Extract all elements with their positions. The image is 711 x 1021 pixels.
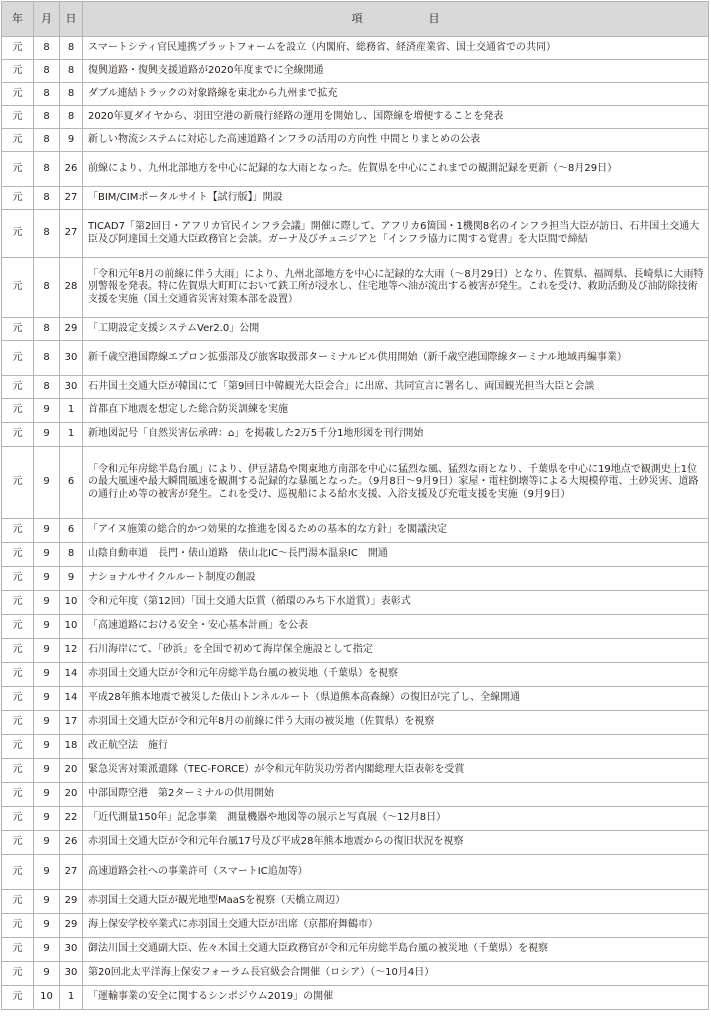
month-cell: 9 [34,567,60,591]
item-cell: 赤羽国土交通大臣が令和元年房総半島台風の被災地（千葉県）を視察 [83,663,709,687]
day-cell: 6 [60,519,83,543]
day-cell: 17 [60,711,83,735]
year-cell: 元 [2,759,34,783]
day-cell: 29 [60,890,83,914]
item-header: 項 目 [83,2,709,37]
month-cell: 9 [34,687,60,711]
year-cell: 元 [2,60,34,83]
month-cell: 9 [34,962,60,986]
year-cell: 元 [2,129,34,152]
header-row [2,2,709,37]
table-row [2,890,709,914]
year-cell: 元 [2,890,34,914]
month-cell: 9 [34,807,60,831]
item-cell: 石川海岸にて、「砂浜」を全国で初めて海岸保全施設として指定 [83,639,709,663]
year-cell: 元 [2,914,34,938]
table-row [2,376,709,399]
year-header: 年 [2,2,34,37]
day-header: 日 [60,2,83,37]
month-cell: 9 [34,591,60,615]
table-row [2,519,709,543]
table-row [2,591,709,615]
year-cell: 元 [2,83,34,106]
month-cell: 8 [34,341,60,376]
item-cell: 赤羽国土交通大臣が観光地型MaaSを視察（天橋立周辺） [83,890,709,914]
table-row [2,129,709,152]
month-cell: 8 [34,37,60,60]
year-cell: 元 [2,152,34,187]
item-cell: 復興道路・復興支援道路が2020年度までに全線開通 [83,60,709,83]
year-cell: 元 [2,962,34,986]
table-row [2,543,709,567]
day-cell: 8 [60,543,83,567]
year-cell: 元 [2,735,34,759]
day-cell: 12 [60,639,83,663]
day-cell: 1 [60,423,83,447]
item-cell: 第20回北太平洋海上保安フォーラム長官級会合開催（ロシア）（～10月4日） [83,962,709,986]
year-cell: 元 [2,543,34,567]
item-cell: 2020年夏ダイヤから、羽田空港の新飛行経路の運用を開始し、国際線を増便することを発表 [83,106,709,129]
day-cell: 22 [60,807,83,831]
day-cell: 1 [60,399,83,423]
year-cell: 元 [2,807,34,831]
month-cell: 8 [34,376,60,399]
day-cell: 30 [60,938,83,962]
year-cell: 元 [2,210,34,258]
table-row [2,567,709,591]
day-cell: 29 [60,914,83,938]
day-cell: 8 [60,60,83,83]
month-cell: 10 [34,986,60,1010]
year-cell: 元 [2,187,34,210]
month-cell: 9 [34,914,60,938]
item-cell: 「運輸事業の安全に関するシンポジウム2019」の開催 [83,986,709,1010]
item-cell: ダブル連結トラックの対象路線を東北から九州まで拡充 [83,83,709,106]
month-cell: 9 [34,447,60,519]
month-cell: 9 [34,831,60,855]
item-cell: 赤羽国土交通大臣が令和元年8月の前線に伴う大雨の被災地（佐賀県）を視察 [83,711,709,735]
year-cell: 元 [2,567,34,591]
month-cell: 9 [34,735,60,759]
table-row [2,807,709,831]
item-cell: 「アイヌ施策の総合的かつ効果的な推進を図るための基本的な方針」を閣議決定 [83,519,709,543]
day-cell: 9 [60,567,83,591]
chronology-table [1,1,709,1010]
table-row [2,258,709,318]
item-cell: 「近代測量150年」記念事業 測量機器や地図等の展示と写真展（～12月8日） [83,807,709,831]
table-row [2,687,709,711]
item-cell: ナショナルサイクルルート制度の創設 [83,567,709,591]
item-cell: 山陰自動車道 長門・俵山道路 俵山北IC～長門湯本温泉IC 開通 [83,543,709,567]
table-row [2,735,709,759]
year-cell: 元 [2,687,34,711]
month-cell: 8 [34,106,60,129]
month-cell: 9 [34,615,60,639]
table-row [2,399,709,423]
day-cell: 20 [60,759,83,783]
month-cell: 9 [34,399,60,423]
table-row [2,914,709,938]
table-body [2,37,709,1010]
year-cell: 元 [2,783,34,807]
item-cell: 改正航空法 施行 [83,735,709,759]
table-row [2,341,709,376]
month-cell: 8 [34,129,60,152]
month-header: 月 [34,2,60,37]
month-cell: 9 [34,423,60,447]
item-cell: 「令和元年8月の前線に伴う大雨」により、九州北部地方を中心に記録的な大雨（～8月29日）となり、佐賀県、福岡県、長崎県に大雨特別警報を発表。特に佐賀県大町町において鉄工所が浸水し、住宅地等へ油が流出する被害が発生。これを受け、救助活動及び油防除技術支援を実施（国土交通省災害対策本部を設置） [83,258,709,318]
item-cell: 中部国際空港 第2ターミナルの供用開始 [83,783,709,807]
table-row [2,60,709,83]
item-cell: 「工期設定支援システムVer2.0」公開 [83,318,709,341]
month-cell: 8 [34,210,60,258]
year-cell: 元 [2,37,34,60]
year-cell: 元 [2,938,34,962]
table-row [2,831,709,855]
day-cell: 30 [60,376,83,399]
month-cell: 8 [34,258,60,318]
year-cell: 元 [2,711,34,735]
day-cell: 20 [60,783,83,807]
item-cell: 御法川国土交通副大臣、佐々木国土交通大臣政務官が令和元年房総半島台風の被災地（千葉県）を視察 [83,938,709,962]
month-cell: 9 [34,711,60,735]
item-cell: 令和元年度（第12回）「国土交通大臣賞（循環のみち下水道賞）」表彰式 [83,591,709,615]
month-cell: 9 [34,759,60,783]
year-cell: 元 [2,986,34,1010]
item-cell: 「BIM/CIMポータルサイト【試行版】」開設 [83,187,709,210]
table-row [2,663,709,687]
table-row [2,938,709,962]
item-cell: スマートシティ官民連携プラットフォームを設立（内閣府、総務省、経済産業省、国土交通省での共同） [83,37,709,60]
day-cell: 26 [60,152,83,187]
item-cell: TICAD7「第2回日・アフリカ官民インフラ会議」開催に際して、アフリカ6箇国・1機関8名のインフラ担当大臣が訪日、石井国土交通大臣及び阿達国土交通大臣政務官と会談。ガーナ及びチュニジアと「インフラ協力に関する覚書」を大臣間で締結 [83,210,709,258]
month-cell: 9 [34,663,60,687]
day-cell: 8 [60,37,83,60]
year-cell: 元 [2,258,34,318]
year-cell: 元 [2,663,34,687]
year-cell: 元 [2,591,34,615]
day-cell: 9 [60,129,83,152]
year-cell: 元 [2,106,34,129]
year-cell: 元 [2,831,34,855]
day-cell: 8 [60,106,83,129]
item-cell: 高速道路会社への事業許可（スマートIC追加等） [83,855,709,890]
day-cell: 10 [60,591,83,615]
day-cell: 27 [60,855,83,890]
day-cell: 29 [60,318,83,341]
table-row [2,83,709,106]
month-cell: 9 [34,543,60,567]
item-cell: 新しい物流システムに対応した高速道路インフラの活用の方向性 中間とりまとめの公表 [83,129,709,152]
day-cell: 8 [60,83,83,106]
table-row [2,759,709,783]
table-row [2,711,709,735]
table-row [2,615,709,639]
table-row [2,187,709,210]
month-cell: 8 [34,187,60,210]
item-cell: 首都直下地震を想定した総合防災訓練を実施 [83,399,709,423]
day-cell: 14 [60,687,83,711]
day-cell: 30 [60,962,83,986]
table-row [2,423,709,447]
item-cell: 緊急災害対策派遣隊（TEC-FORCE）が令和元年防災功労者内閣総理大臣表彰を受賞 [83,759,709,783]
month-cell: 9 [34,890,60,914]
item-cell: 海上保安学校卒業式に赤羽国土交通大臣が出席（京都府舞鶴市） [83,914,709,938]
table-row [2,152,709,187]
year-cell: 元 [2,855,34,890]
day-cell: 6 [60,447,83,519]
day-cell: 26 [60,831,83,855]
item-cell: 新地図記号「自然災害伝承碑：⌂」を掲載した2万5千分1地形図を刊行開始 [83,423,709,447]
year-cell: 元 [2,318,34,341]
day-cell: 27 [60,187,83,210]
item-cell: 前線により、九州北部地方を中心に記録的な大雨となった。佐賀県を中心にこれまでの観測記録を更新（～8月29日） [83,152,709,187]
day-cell: 1 [60,986,83,1010]
month-cell: 8 [34,318,60,341]
year-cell: 元 [2,447,34,519]
table-row [2,855,709,890]
year-cell: 元 [2,615,34,639]
table-row [2,639,709,663]
month-cell: 9 [34,938,60,962]
month-cell: 8 [34,83,60,106]
year-cell: 元 [2,519,34,543]
year-cell: 元 [2,423,34,447]
day-cell: 27 [60,210,83,258]
month-cell: 9 [34,855,60,890]
month-cell: 8 [34,152,60,187]
day-cell: 14 [60,663,83,687]
month-cell: 9 [34,783,60,807]
item-cell: 石井国土交通大臣が韓国にて「第9回日中韓観光大臣会合」に出席、共同宣言に署名し、両国観光担当大臣と会談 [83,376,709,399]
table-row [2,37,709,60]
month-cell: 8 [34,60,60,83]
day-cell: 18 [60,735,83,759]
day-cell: 10 [60,615,83,639]
item-cell: 赤羽国土交通大臣が令和元年台風17号及び平成28年熊本地震からの復旧状況を視察 [83,831,709,855]
day-cell: 30 [60,341,83,376]
year-cell: 元 [2,341,34,376]
year-cell: 元 [2,639,34,663]
table-row [2,962,709,986]
month-cell: 9 [34,639,60,663]
item-cell: 「令和元年房総半島台風」により、伊豆諸島や関東地方南部を中心に猛烈な風、猛烈な雨となり、千葉県を中心に19地点で観測史上1位の最大風速や最大瞬間風速を観測する記録的な暴風となった。（9月8日～9月9日）家屋・電柱倒壊等による大規模停電、土砂災害、道路の通行止め等の被害が発生。これを受け、巡視船による給水支援、入浴支援及び充電支援を実施（9月9日） [83,447,709,519]
item-cell: 新千歳空港国際線エプロン拡張部及び旅客取扱部ターミナルビル供用開始（新千歳空港国際線ターミナル地域再編事業） [83,341,709,376]
table-row [2,210,709,258]
table-row [2,783,709,807]
table-row [2,106,709,129]
table-row [2,986,709,1010]
year-cell: 元 [2,399,34,423]
table-row [2,318,709,341]
year-cell: 元 [2,376,34,399]
item-cell: 平成28年熊本地震で被災した俵山トンネルルート（県道熊本高森線）の復旧が完了し、全線開通 [83,687,709,711]
table-row [2,447,709,519]
month-cell: 9 [34,519,60,543]
day-cell: 28 [60,258,83,318]
item-cell: 「高速道路における安全・安心基本計画」を公表 [83,615,709,639]
